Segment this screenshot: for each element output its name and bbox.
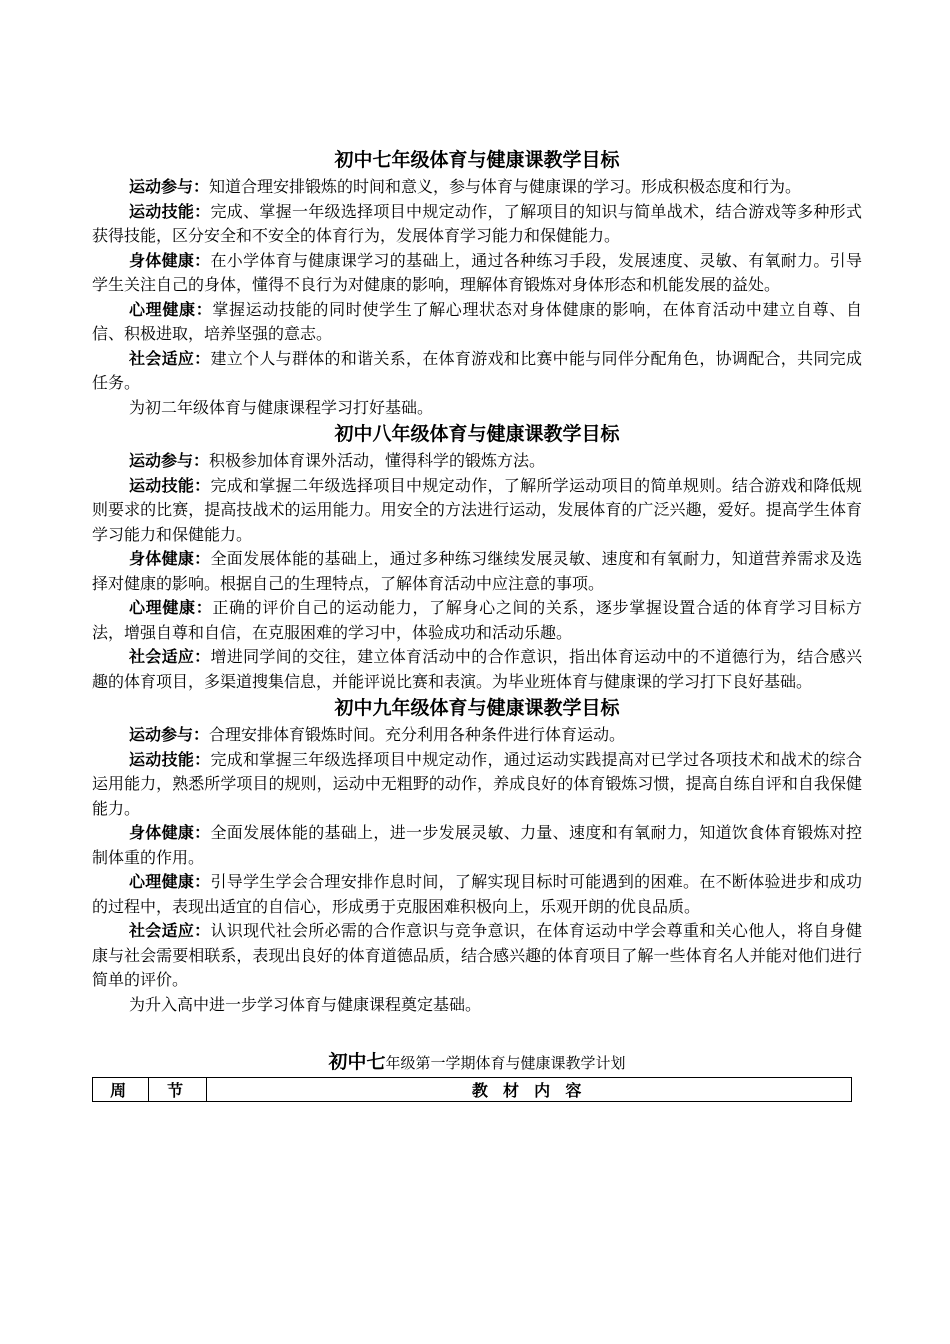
document-page — [92, 146, 862, 1102]
plan-title-grade: 初中七 — [328, 1051, 386, 1073]
goal-text: 正确的评价自己的运动能力，了解身心之间的关系，逐步掌握设置合适的体育学习目标方法，增强自尊和自信，在克服困难的学习中，体验成功和活动乐趣。 — [92, 598, 862, 642]
plan-table — [92, 1077, 852, 1102]
spacer — [92, 1017, 862, 1047]
goal-text: 完成和掌握二年级选择项目中规定动作，了解所学运动项目的简单规则。结合游戏和降低规则要求的比赛，提高技战术的运用能力。用安全的方法进行运动，发展体育的广泛兴趣，爱好。提高学生体育学习能力和保健能力。 — [92, 475, 862, 544]
goal-paragraph — [92, 347, 862, 396]
goal-label: 身体健康： — [129, 549, 211, 568]
goal-text: 合理安排体育锻炼时间。充分利用各种条件进行体育运动。 — [209, 725, 626, 744]
goal-label: 运动参与： — [129, 177, 210, 196]
goal-label: 身体健康： — [129, 823, 211, 842]
goal-paragraph — [92, 645, 862, 694]
goal-paragraph — [92, 449, 862, 474]
goal-label: 运动技能： — [129, 475, 211, 495]
goal-label: 运动技能： — [129, 201, 211, 221]
grade9-goals-section — [92, 694, 862, 1017]
goal-label: 心理健康： — [129, 872, 211, 891]
goal-paragraph — [92, 870, 862, 919]
goal-label: 社会适应： — [129, 647, 211, 666]
goal-text: 认识现代社会所必需的合作意识与竞争意识，在体育运动中学会尊重和关心他人，将自身健康与社会需要相联系，表现出良好的体育道德品质，结合感兴趣的体育项目了解一些体育名人并能对他们进行简单的评价。 — [92, 921, 862, 989]
plan-table-header-row — [93, 1078, 852, 1102]
plan-title-rest: 年级第一学期体育与健康课教学计划 — [385, 1054, 626, 1072]
goal-label: 社会适应： — [129, 348, 211, 368]
goal-paragraph — [92, 200, 862, 249]
goal-text: 全面发展体能的基础上，进一步发展灵敏、力量、速度和有氧耐力，知道饮食体育锻炼对控制体重的作用。 — [92, 823, 862, 867]
goal-paragraph — [92, 919, 862, 993]
goal-label: 运动技能： — [129, 749, 211, 769]
teaching-plan-section — [92, 1047, 862, 1102]
goal-text: 引导学生学会合理安排作息时间，了解实现目标时可能遇到的困难。在不断体验进步和成功的过程中，表现出适宜的自信心，形成勇于克服困难积极向上，乐观开朗的优良品质。 — [92, 872, 862, 916]
goal-label: 心理健康： — [129, 299, 213, 319]
goal-text: 建立个人与群体的和谐关系，在体育游戏和比赛中能与同伴分配角色，协调配合，共同完成任务。 — [92, 348, 862, 392]
goal-label: 身体健康： — [129, 250, 211, 270]
goal-paragraph — [92, 993, 862, 1018]
section-title: 初中八年级体育与健康课教学目标 — [334, 423, 620, 445]
goal-text: 为升入高中进一步学习体育与健康课程奠定基础。 — [129, 994, 482, 1014]
column-header-content: 教 材 内 容 — [207, 1078, 852, 1102]
goal-text: 知道合理安排锻炼的时间和意义，参与体育与健康课的学习。形成积极态度和行为。 — [209, 177, 802, 196]
plan-title — [92, 1047, 862, 1077]
goal-text: 增进同学间的交往，建立体育活动中的合作意识，指出体育运动中的不道德行为，结合感兴趣的体育项目，多渠道搜集信息，并能评说比赛和表演。为毕业班体育与健康课的学习打下良好基础。 — [92, 647, 862, 691]
column-header-lesson: 节 — [149, 1078, 207, 1102]
grade7-goals-section — [92, 146, 862, 420]
goal-text: 掌握运动技能的同时使学生了解心理状态对身体健康的影响，在体育活动中建立自尊、自信、积极进取，培养坚强的意志。 — [92, 299, 862, 343]
goal-text: 完成和掌握三年级选择项目中规定动作，通过运动实践提高对已学过各项技术和战术的综合运用能力，熟悉所学项目的规则，运动中无粗野的动作，养成良好的体育锻炼习惯，提高自练自评和自我保健能力。 — [92, 749, 862, 818]
goal-paragraph — [92, 175, 862, 200]
goal-paragraph — [92, 547, 862, 596]
goal-text: 完成、掌握一年级选择项目中规定动作，了解项目的知识与简单战术，结合游戏等多种形式获得技能，区分安全和不安全的体育行为，发展体育学习能力和保健能力。 — [92, 201, 862, 245]
section-title: 初中七年级体育与健康课教学目标 — [334, 149, 620, 171]
goal-text: 为初二年级体育与健康课程学习打好基础。 — [129, 397, 434, 417]
goal-paragraph — [92, 474, 862, 548]
goal-text: 积极参加体育课外活动，懂得科学的锻炼方法。 — [209, 451, 546, 470]
goal-label: 运动参与： — [129, 451, 210, 470]
goal-label: 运动参与： — [129, 725, 210, 744]
goal-text: 在小学体育与健康课学习的基础上，通过各种练习手段，发展速度、灵敏、有氧耐力。引导学生关注自己的身体，懂得不良行为对健康的影响，理解体育锻炼对身体形态和机能发展的益处。 — [92, 250, 862, 294]
goal-paragraph — [92, 298, 862, 347]
goal-label: 社会适应： — [129, 921, 211, 940]
goal-paragraph — [92, 249, 862, 298]
section-title: 初中九年级体育与健康课教学目标 — [334, 697, 620, 719]
goal-paragraph — [92, 748, 862, 822]
goal-paragraph — [92, 723, 862, 748]
goal-paragraph — [92, 396, 862, 421]
goal-text: 全面发展体能的基础上，通过多种练习继续发展灵敏、速度和有氧耐力，知道营养需求及选择对健康的影响。根据自己的生理特点，了解体育活动中应注意的事项。 — [92, 549, 862, 593]
goal-label: 心理健康： — [129, 598, 213, 617]
goal-paragraph — [92, 596, 862, 645]
grade8-goals-section — [92, 420, 862, 694]
column-header-week: 周 — [93, 1078, 149, 1102]
goal-paragraph — [92, 821, 862, 870]
